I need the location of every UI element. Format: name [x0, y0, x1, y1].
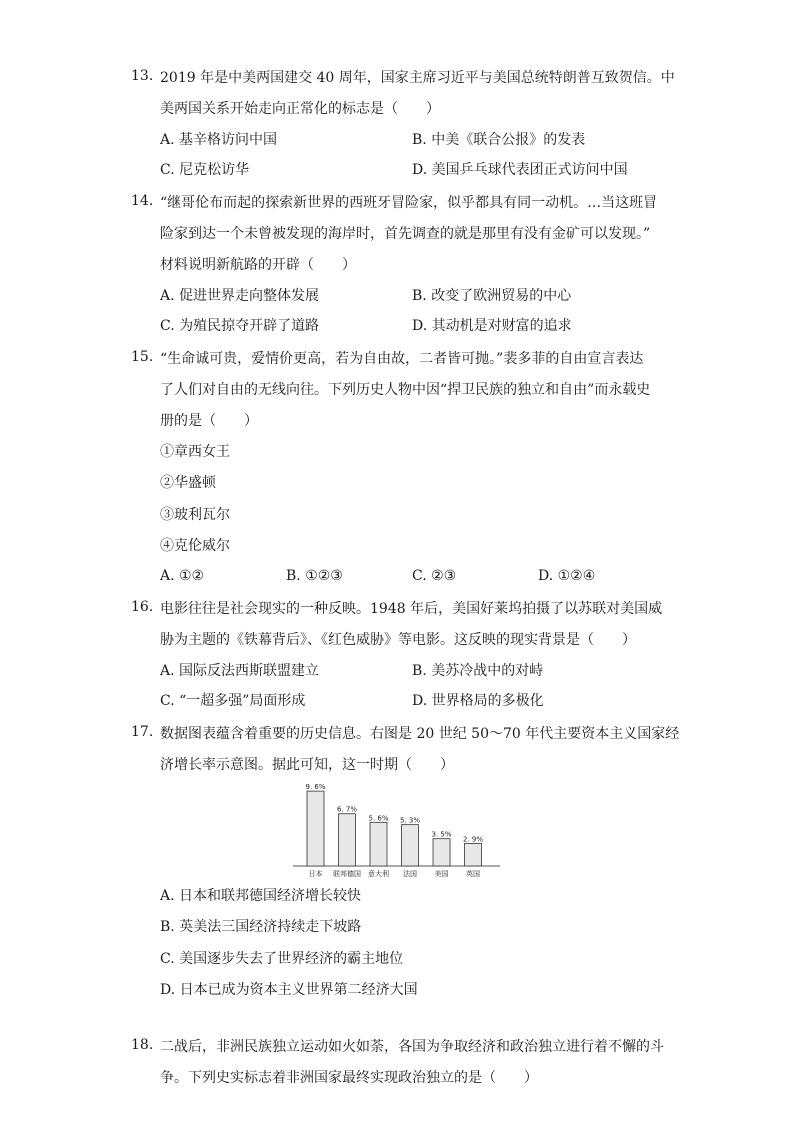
option-b[interactable]: B. 英美法三国经济持续走下坡路 — [160, 919, 362, 935]
option-c[interactable]: C. 美国逐步失去了世界经济的霸主地位 — [160, 951, 404, 967]
question-stem-line: 2019 年是中美两国建交 40 周年，国家主席习近平与美国总统特朗普互致贺信。中 — [160, 70, 675, 86]
question-stem-line: “生命诚可贵，爱情价更高，若为自由故，二者皆可抛。”裴多菲的自由宣言表达 — [160, 351, 644, 367]
option-c[interactable]: C. 尼克松访华 — [160, 162, 250, 178]
category-label: 美国 — [434, 870, 449, 878]
option-b[interactable]: B. ①②③ — [286, 568, 343, 584]
data-label: 6. 7% — [336, 805, 358, 814]
question-number: 15. — [131, 349, 154, 365]
option-c[interactable]: C. “一超多强”局面形成 — [160, 693, 306, 709]
list-item: ④克伦威尔 — [160, 538, 230, 554]
question-stem-line: 册的是（ ） — [160, 413, 258, 429]
question-stem-line: 数据图表蕴含着重要的历史信息。右图是 20 世纪 50～70 年代主要资本主义国家经 — [160, 726, 680, 742]
question-stem-line: 电影往往是社会现实的一种反映。1948 年后，美国好莱坞拍摄了以苏联对美国威 — [160, 601, 663, 617]
list-item: ①章西女王 — [160, 444, 230, 460]
question-stem-line: 争。下列史实标志着非洲国家最终实现政治独立的是（ ） — [160, 1070, 538, 1086]
bar — [339, 814, 356, 866]
growth-rate-chart — [293, 782, 503, 880]
data-label: 3. 5% — [431, 830, 452, 839]
list-item: ②华盛顿 — [160, 475, 216, 491]
bar — [370, 822, 387, 866]
list-item: ③玻利瓦尔 — [160, 507, 230, 523]
bar — [433, 839, 450, 866]
option-c[interactable]: C. ②③ — [412, 568, 457, 584]
option-b[interactable]: B. 美苏冷战中的对峙 — [412, 663, 544, 679]
question-number: 16. — [131, 599, 154, 615]
question-stem-line: 美两国关系开始走向正常化的标志是（ ） — [160, 101, 440, 117]
question-stem-line: 材料说明新航路的开辟（ ） — [160, 257, 356, 273]
question-stem-line: 济增长率示意图。据此可知，这一时期（ ） — [160, 757, 454, 773]
option-d[interactable]: D. 其动机是对财富的追求 — [412, 318, 572, 334]
option-a[interactable]: A. 促进世界走向整体发展 — [160, 288, 320, 304]
category-label: 英国 — [466, 870, 480, 878]
question-stem-line: 险家到达一个未曾被发现的海岸时，首先调查的就是那里有没有金矿可以发现。” — [160, 226, 651, 242]
option-d[interactable]: D. 日本已成为资本主义世界第二经济大国 — [160, 982, 418, 998]
option-d[interactable]: D. 美国乒乓球代表团正式访问中国 — [412, 162, 628, 178]
question-stem-line: 了人们对自由的无线向往。下列历史人物中因“捍卫民族的独立和自由”而永载史 — [160, 382, 651, 398]
option-a[interactable]: A. 基辛格访问中国 — [160, 132, 278, 148]
option-d[interactable]: D. ①②④ — [538, 568, 596, 584]
category-label: 法国 — [403, 870, 417, 878]
option-b[interactable]: B. 中美《联合公报》的发表 — [412, 132, 586, 148]
data-label: 9. 6% — [305, 783, 326, 792]
option-a[interactable]: A. 国际反法西斯联盟建立 — [160, 663, 320, 679]
option-b[interactable]: B. 改变了欧洲贸易的中心 — [412, 288, 572, 304]
bar — [465, 843, 482, 866]
question-stem-line: “继哥伦布而起的探索新世界的西班牙冒险家，似乎都具有同一动机。…当这班冒 — [160, 195, 658, 211]
data-label: 5. 3% — [399, 816, 421, 825]
question-stem-line: 二战后，非洲民族独立运动如火如荼，各国为争取经济和政治独立进行着不懈的斗 — [160, 1039, 664, 1055]
bar — [307, 791, 324, 866]
category-label: 意大利 — [368, 870, 389, 878]
question-number: 17. — [131, 724, 154, 740]
bar — [402, 825, 419, 866]
question-number: 18. — [131, 1037, 154, 1053]
option-d[interactable]: D. 世界格局的多极化 — [412, 693, 544, 709]
data-label: 2. 9% — [462, 835, 484, 844]
category-label: 联邦德国 — [333, 870, 361, 878]
question-stem-line: 胁为主题的《铁幕背后》、《红色威胁》等电影。这反映的现实背景是（ ） — [160, 632, 636, 648]
option-c[interactable]: C. 为殖民掠夺开辟了道路 — [160, 318, 320, 334]
data-label: 5. 6% — [368, 814, 389, 823]
question-number: 14. — [131, 193, 154, 209]
option-a[interactable]: A. 日本和联邦德国经济增长较快 — [160, 888, 362, 904]
option-a[interactable]: A. ①② — [160, 568, 205, 584]
category-label: 日本 — [308, 870, 323, 878]
question-number: 13. — [131, 68, 154, 84]
